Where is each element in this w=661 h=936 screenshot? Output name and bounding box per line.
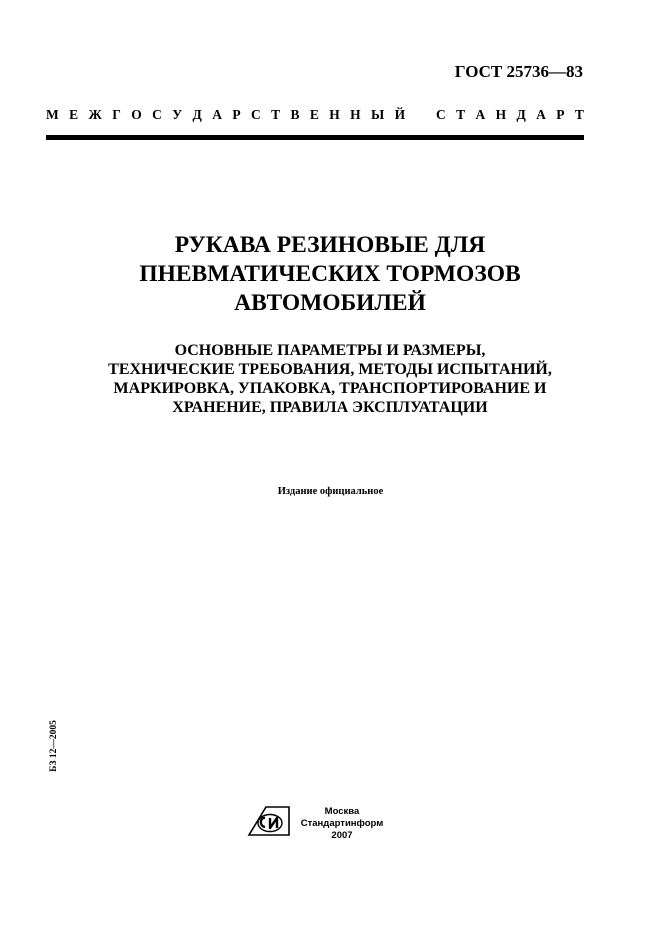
interstate-letter: А <box>475 107 486 122</box>
interstate-letter: Т <box>271 107 281 122</box>
interstate-letter: М <box>46 107 59 122</box>
interstate-letter: Т <box>456 107 466 122</box>
document-title: РУКАВА РЕЗИНОВЫЕ ДЛЯ ПНЕВМАТИЧЕСКИХ ТОРМОЗОВ АВТОМОБИЛЕЙ <box>139 232 521 316</box>
interstate-letter: Р <box>556 107 565 122</box>
interstate-letter: Д <box>516 107 526 122</box>
interstate-letter: В <box>290 107 300 122</box>
publisher-city: Москва <box>324 806 360 817</box>
interstate-letter: С <box>250 107 261 122</box>
interstate-letter: Е <box>69 107 79 122</box>
interstate-letter: У <box>172 107 183 122</box>
side-code: БЗ 12—2005 <box>49 720 59 772</box>
standartinform-logo-icon <box>246 806 290 836</box>
interstate-letter: С <box>435 107 446 122</box>
interstate-letter: Е <box>309 107 319 122</box>
interstate-letter: Н <box>329 107 340 122</box>
publisher-name: Стандартинформ <box>300 818 384 829</box>
interstate-letter: А <box>212 107 222 122</box>
publisher-block <box>296 806 388 842</box>
header-rule <box>46 135 584 140</box>
interstate-letter: Ж <box>88 107 102 122</box>
interstate-standard-heading <box>46 107 584 123</box>
interstate-letter: Н <box>495 107 507 122</box>
interstate-letter: Р <box>232 107 241 122</box>
interstate-letter: Ы <box>371 107 385 122</box>
edition-label: Издание официальное <box>277 486 384 497</box>
interstate-letter: Т <box>574 107 584 122</box>
interstate-letter: О <box>131 107 142 122</box>
interstate-letter: Н <box>350 107 361 122</box>
interstate-letter: Й <box>394 107 406 122</box>
interstate-letter: С <box>152 107 162 122</box>
interstate-letter <box>416 107 426 123</box>
interstate-letter: А <box>536 107 546 122</box>
interstate-letter: Д <box>192 107 202 122</box>
document-subtitle: ОСНОВНЫЕ ПАРАМЕТРЫ И РАЗМЕРЫ, ТЕХНИЧЕСКИЕ ТРЕБОВАНИЯ, МЕТОДЫ ИСПЫТАНИЙ, МАРКИРОВКА, УПАКОВКА, ТРАНСПОРТИРОВАНИЕ И ХРАНЕНИЕ, ПРАВИЛА ЭКСПЛУАТАЦИИ <box>108 342 552 416</box>
publisher-year: 2007 <box>331 830 353 841</box>
interstate-letter: Г <box>112 107 121 122</box>
standard-number: ГОСТ 25736—83 <box>454 62 583 81</box>
